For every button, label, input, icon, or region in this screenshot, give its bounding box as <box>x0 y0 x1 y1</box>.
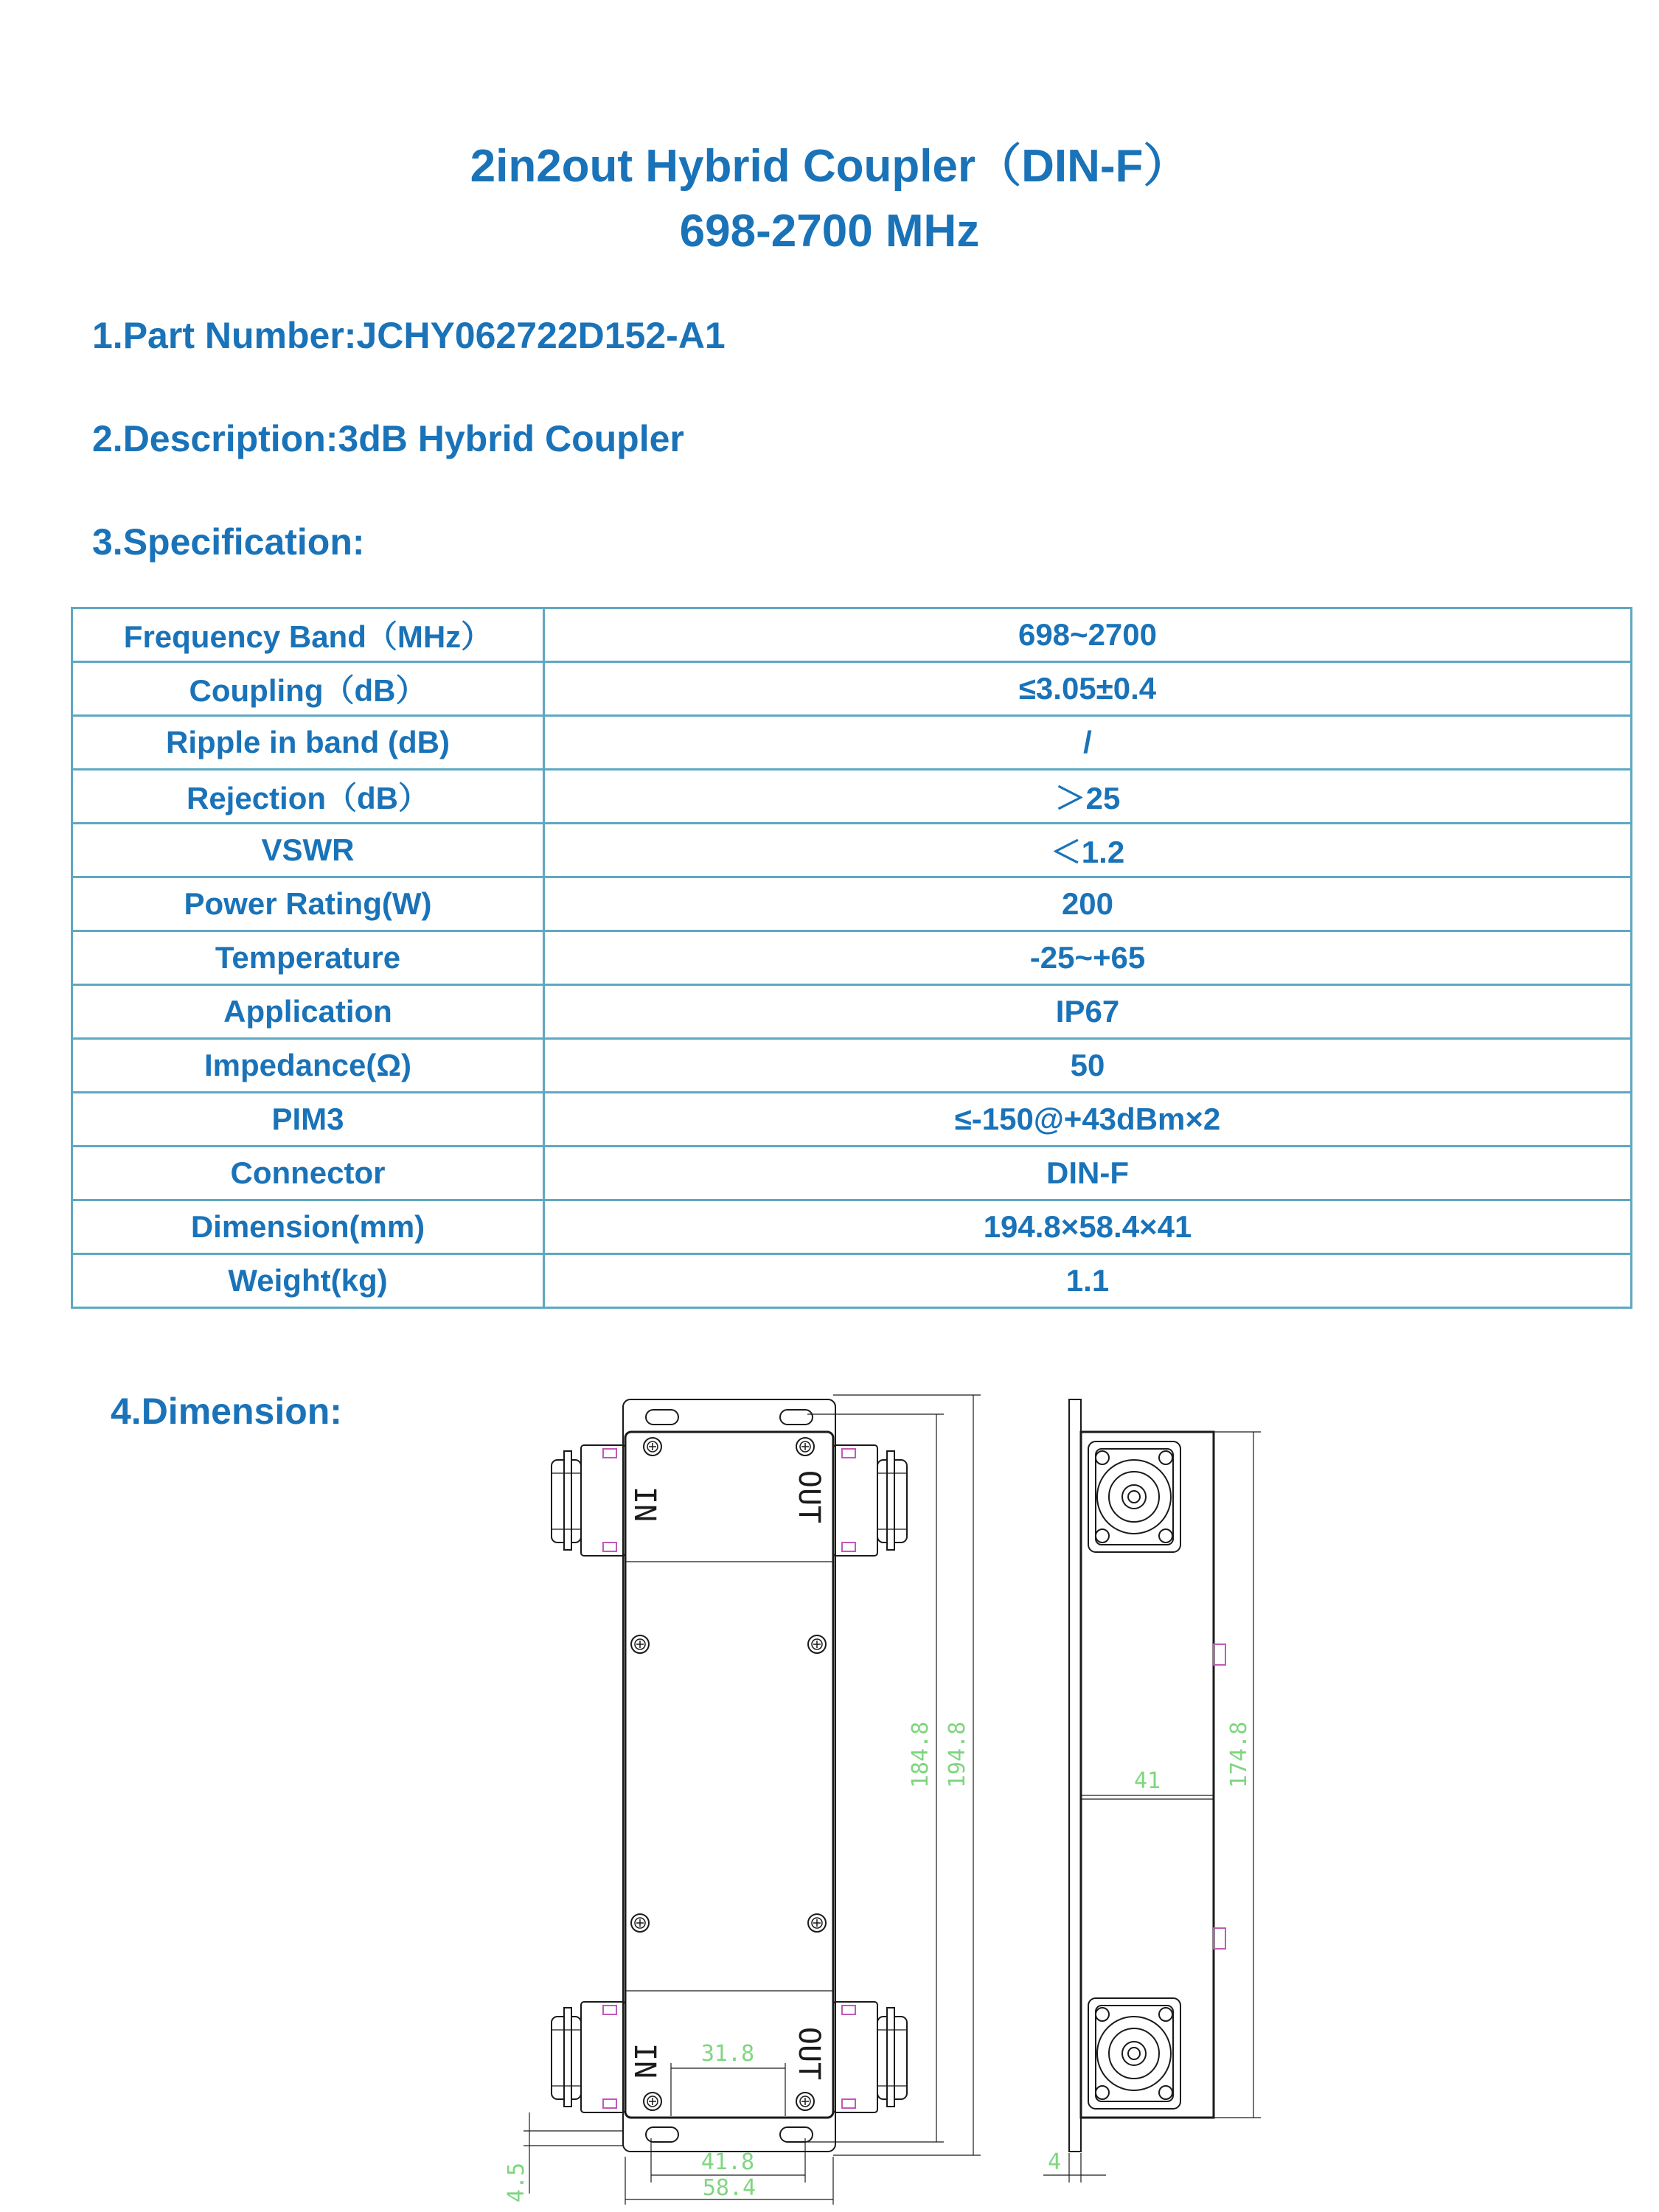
port-label-out-bottom: OUT <box>792 2026 826 2081</box>
side-flange <box>1069 1399 1081 2152</box>
frequency-range-title: 698-2700 MHz <box>679 206 980 257</box>
din-connector <box>833 1445 907 1556</box>
spec-value: 200 <box>544 877 1632 931</box>
connector-face <box>1088 1998 1180 2109</box>
dimension-58-4: 58.4 <box>702 2175 757 2201</box>
table-row <box>72 824 1632 877</box>
spec-label: VSWR <box>72 824 544 877</box>
spec-value: 194.8×58.4×41 <box>544 1200 1632 1254</box>
mounting-slot <box>780 1410 813 1425</box>
dimension-lines <box>524 1395 981 2205</box>
table-row <box>72 1147 1632 1200</box>
mounting-slot <box>646 1410 678 1425</box>
din-connector <box>833 2002 907 2112</box>
document-title: 2in2out Hybrid Coupler（DIN-F） <box>470 141 1189 192</box>
spec-label: Application <box>72 985 544 1039</box>
connector-face <box>1088 1441 1180 1552</box>
front-view <box>552 1399 907 2152</box>
table-row <box>72 1254 1632 1308</box>
table-row <box>72 608 1632 662</box>
coupler-body <box>625 1432 833 2118</box>
spec-label: Ripple in band (dB) <box>72 716 544 770</box>
table-row <box>72 1093 1632 1147</box>
dimension-4: 4 <box>1047 2149 1062 2175</box>
spec-value: ≤-150@+43dBm×2 <box>544 1093 1632 1147</box>
table-row <box>72 931 1632 985</box>
spec-value: 50 <box>544 1039 1632 1093</box>
din-connector <box>552 2002 625 2112</box>
port-label-out-top: OUT <box>792 1470 826 1524</box>
specification-heading: 3.Specification: <box>92 521 365 563</box>
dimension-194-8: 194.8 <box>945 1721 970 1789</box>
table-row <box>72 1200 1632 1254</box>
port-label-in-top: IN <box>627 1486 661 1523</box>
spec-value: / <box>544 716 1632 770</box>
dimension-heading: 4.Dimension: <box>111 1391 342 1432</box>
spec-label: Connector <box>72 1147 544 1200</box>
table-row <box>72 985 1632 1039</box>
table-row <box>72 716 1632 770</box>
part-number-heading: 1.Part Number:JCHY062722D152-A1 <box>92 315 726 356</box>
table-row <box>72 1039 1632 1093</box>
spec-label: Impedance(Ω) <box>72 1039 544 1093</box>
spec-value: DIN-F <box>544 1147 1632 1200</box>
spec-value: IP67 <box>544 985 1632 1039</box>
spec-value: ≤3.05±0.4 <box>544 662 1632 716</box>
spec-value: 698~2700 <box>544 608 1632 662</box>
port-label-in-bottom: IN <box>627 2042 661 2079</box>
dimension-41-8: 41.8 <box>700 2149 755 2175</box>
table-row <box>72 877 1632 931</box>
din-connector <box>552 1445 625 1556</box>
dimension-31-8: 31.8 <box>700 2041 755 2067</box>
dimension-4-5: 4.5 <box>504 2162 529 2203</box>
spec-value: 1.1 <box>544 1254 1632 1308</box>
spec-value: -25~+65 <box>544 931 1632 985</box>
spec-label: Weight(kg) <box>72 1254 544 1308</box>
description-heading: 2.Description:3dB Hybrid Coupler <box>92 418 684 459</box>
mounting-slot <box>780 2127 813 2142</box>
spec-value: ＞25 <box>544 770 1632 824</box>
spec-label: Coupling（dB） <box>72 662 544 716</box>
spec-label: PIM3 <box>72 1093 544 1147</box>
table-row <box>72 662 1632 716</box>
dimension-174-8: 174.8 <box>1226 1721 1252 1789</box>
dimension-184-8: 184.8 <box>908 1721 933 1789</box>
specification-table <box>71 607 1632 1309</box>
spec-label: Dimension(mm) <box>72 1200 544 1254</box>
spec-label: Rejection（dB） <box>72 770 544 824</box>
dimension-41: 41 <box>1133 1768 1161 1794</box>
spec-value: ＜1.2 <box>544 824 1632 877</box>
spec-label: Temperature <box>72 931 544 985</box>
spec-label: Frequency Band（MHz） <box>72 608 544 662</box>
spec-label: Power Rating(W) <box>72 877 544 931</box>
dimension-drawing <box>472 1386 1357 2205</box>
table-row <box>72 770 1632 824</box>
